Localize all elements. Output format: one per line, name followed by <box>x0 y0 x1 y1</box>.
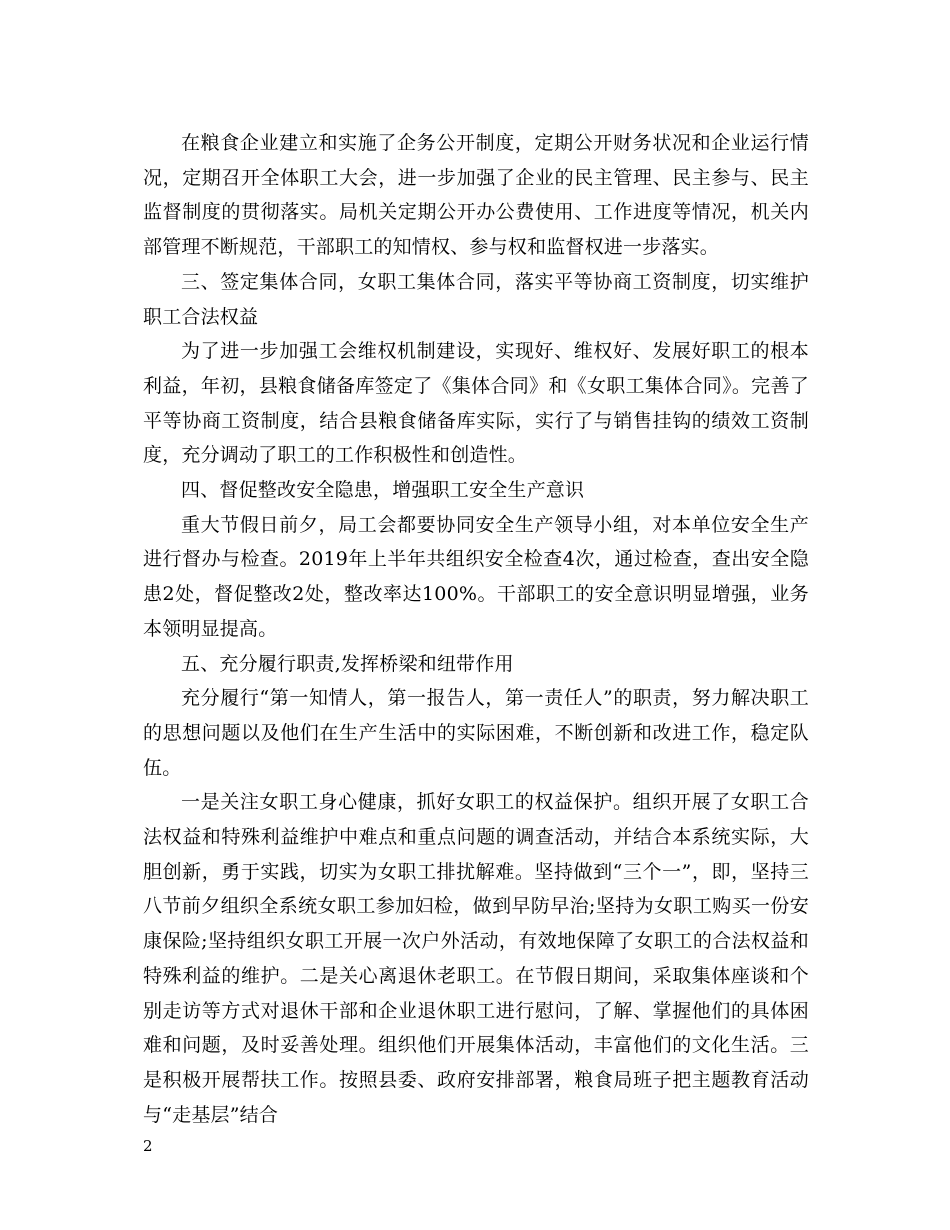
page-body <box>143 126 809 1132</box>
paragraph-duties: 充分履行“第一知情人，第一报告人，第一责任人”的职责，努力解决职工的思想问题以及他们在生产生活中的实际困难，不断创新和改进工作，稳定队伍。 <box>143 687 809 779</box>
heading-section-five: 五、充分履行职责,发挥桥梁和纽带作用 <box>181 652 514 675</box>
paragraph-female-workers: 一是关注女职工身心健康，抓好女职工的权益保护。组织开展了女职工合法权益和特殊利益维护中难点和重点问题的调查活动，并结合本系统实际，大胆创新，勇于实践，切实为女职工排扰解难。坚持做到“三个一”，即，坚持三八节前夕组织全系统女职工参加妇检，做到早防早治;坚持为女职工购买一份安康保险;坚持组织女职工开展一次户外活动，有效地保障了女职工的合法权益和特殊利益的维护。二是关心离退休老职工。在节假日期间，采取集体座谈和个别走访等方式对退休干部和企业退休职工进行慰问，了解、掌握他们的具体困难和问题，及时妥善处理。组织他们开展集体活动，丰富他们的文化生活。三是积极开展帮扶工作。按照县委、政府安排部署，粮食局班子把主题教育活动与“走基层”结合 <box>143 791 809 1126</box>
paragraph-safety: 重大节假日前夕，局工会都要协同安全生产领导小组，对本单位安全生产进行督办与检查。2019年上半年共组织安全检查4次，通过检查，查出安全隐患2处，督促整改2处，整改率达100%。干部职工的安全意识明显增强，业务本领明显提高。 <box>143 513 809 640</box>
paragraph-contracts: 为了进一步加强工会维权机制建设，实现好、维权好、发展好职工的根本利益，年初，县粮食储备库签定了《集体合同》和《女职工集体合同》。完善了平等协商工资制度，结合县粮食储备库实际，实行了与销售挂钩的绩效工资制度，充分调动了职工的工作积极性和创造性。 <box>143 340 809 467</box>
heading-section-three: 三、签定集体合同，女职工集体合同，落实平等协商工资制度，切实维护职工合法权益 <box>143 270 809 328</box>
page-number: 2 <box>143 1137 153 1155</box>
paragraph-disclosure: 在粮食企业建立和实施了企务公开制度，定期公开财务状况和企业运行情况，定期召开全体职工大会，进一步加强了企业的民主管理、民主参与、民主监督制度的贯彻落实。局机关定期公开办公费使用、工作进度等情况，机关内部管理不断规范，干部职工的知情权、参与权和监督权进一步落实。 <box>143 132 809 259</box>
heading-section-four: 四、督促整改安全隐患，增强职工安全生产意识 <box>181 479 585 502</box>
